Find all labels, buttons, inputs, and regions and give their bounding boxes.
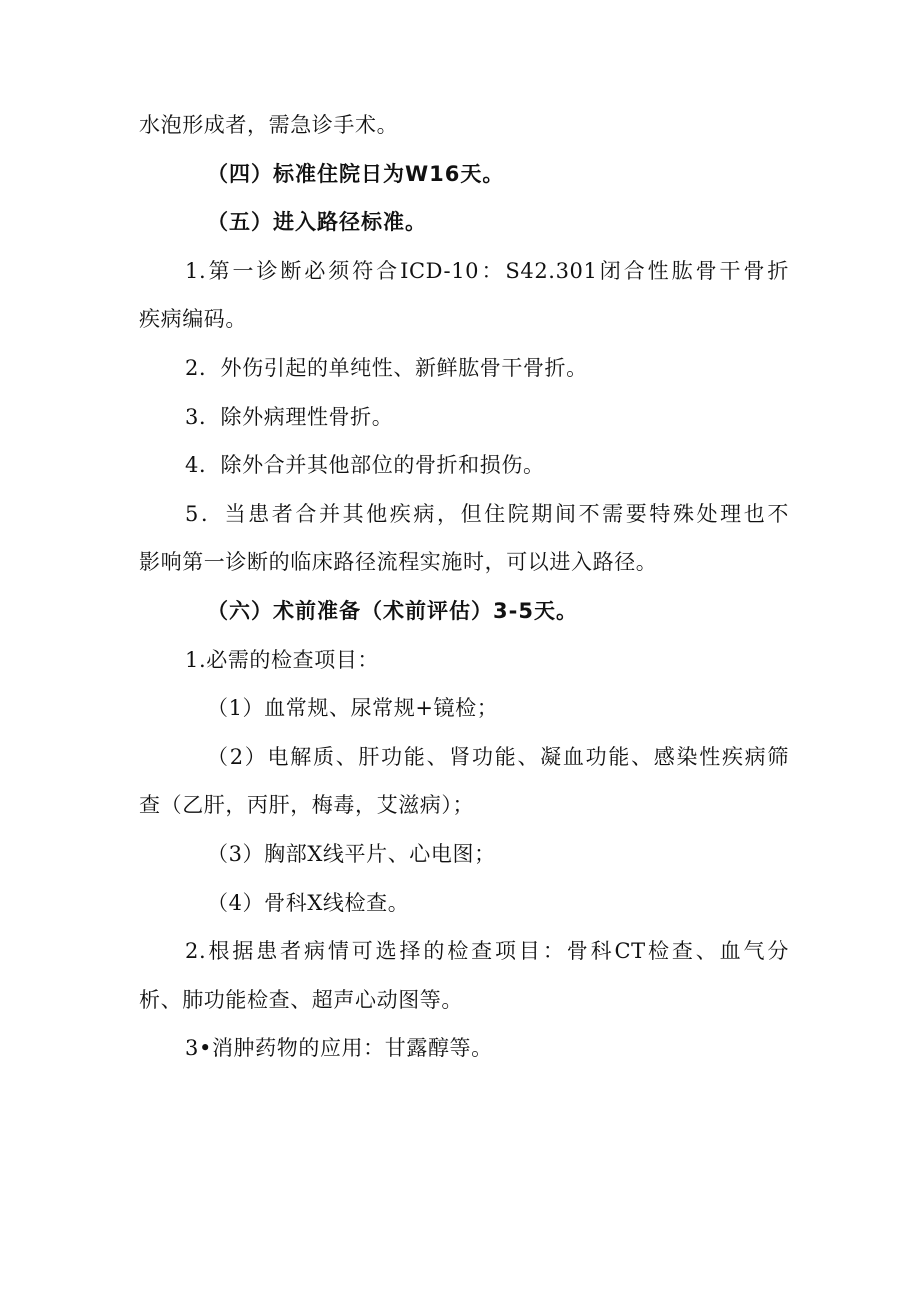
list-item: 4．除外合并其他部位的骨折和损伤。 xyxy=(185,453,545,478)
paragraph-line: 影响第一诊断的临床路径流程实施时，可以进入路径。 xyxy=(139,550,658,575)
list-item: 3．除外病理性骨折。 xyxy=(185,404,394,429)
section-heading-5: （五）进入路径标准。 xyxy=(207,210,427,235)
sub-list-item: （3）胸部X线平片、心电图； xyxy=(207,841,496,866)
paragraph-line: 查（乙肝，丙肝，梅毒，艾滋病）； xyxy=(139,793,475,818)
document-body xyxy=(139,101,789,1073)
list-item: 2.根据患者病情可选择的检查项目：骨科CT检查、血气分 xyxy=(185,939,789,964)
sub-list-item: （1）血常规、尿常规+镜检； xyxy=(207,696,499,721)
list-item: 1.必需的检查项目： xyxy=(185,647,380,672)
section-heading-4: （四）标准住院日为W16天。 xyxy=(207,161,505,186)
list-item: 5．当患者合并其他疾病，但住院期间不需要特殊处理也不 xyxy=(185,501,789,526)
paragraph-line: 水泡形成者，需急诊手术。 xyxy=(139,113,399,137)
list-item: 2．外伤引起的单纯性、新鲜肱骨干骨折。 xyxy=(185,355,588,380)
list-item: 3•消肿药物的应用：甘露醇等。 xyxy=(185,1036,493,1061)
paragraph-line: 疾病编码。 xyxy=(139,307,247,332)
sub-list-item: （4）骨科X线检查。 xyxy=(207,890,410,915)
paragraph-line: 1.第一诊断必须符合ICD-10：S42.301闭合性肱骨干骨折 xyxy=(185,258,789,283)
section-heading-6: （六）术前准备（术前评估）3-5天。 xyxy=(207,598,578,623)
sub-list-item: （2）电解质、肝功能、肾功能、凝血功能、感染性疾病筛 xyxy=(207,744,789,769)
paragraph-line: 析、肺功能检查、超声心动图等。 xyxy=(139,987,463,1012)
